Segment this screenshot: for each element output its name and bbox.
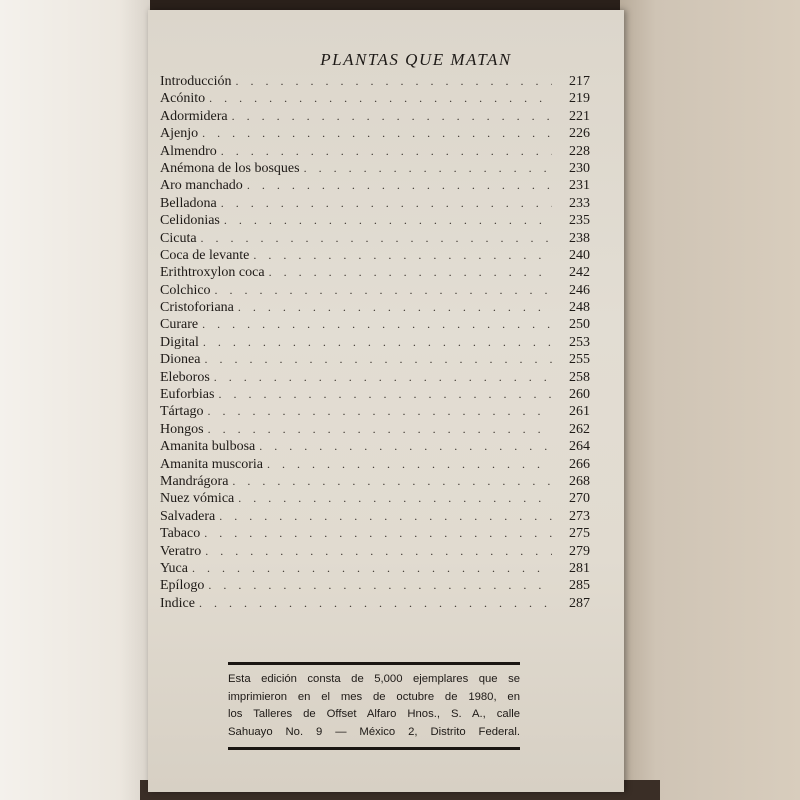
colophon-line: Esta edición consta de 5,000 ejemplares que se <box>228 673 520 685</box>
toc-entry-page: 217 <box>569 74 590 89</box>
toc-entry-page: 228 <box>569 143 590 159</box>
dot-leader <box>238 299 552 316</box>
table-of-contents <box>160 73 590 612</box>
colophon <box>228 662 520 750</box>
toc-entry-page: 231 <box>569 178 590 194</box>
toc-entry-page: 250 <box>569 317 590 333</box>
toc-entry-title: Cicuta <box>160 230 197 246</box>
toc-entry-page: 266 <box>569 456 590 472</box>
dot-leader <box>218 386 552 403</box>
toc-entry-title: Curare <box>160 317 199 333</box>
toc-entry-title: Acónito <box>160 91 206 107</box>
toc-entry-title: Cristoforiana <box>160 300 234 316</box>
dot-leader <box>219 508 552 525</box>
dot-leader <box>224 212 552 229</box>
toc-entry-title: Dionea <box>160 352 201 368</box>
toc-entry-page: 270 <box>569 491 590 507</box>
toc-entry-title: Aro manchado <box>160 178 243 194</box>
dot-leader <box>214 369 552 386</box>
toc-entry <box>160 595 590 612</box>
colophon-line: Sahuayo No. 9 — México 2, Distrito Federal. <box>228 725 520 738</box>
toc-entry <box>160 560 590 577</box>
dot-leader <box>253 247 552 264</box>
toc-entry <box>160 177 590 194</box>
toc-entry-title: Hongos <box>160 421 204 437</box>
toc-entry-title: Colchico <box>160 282 211 298</box>
toc-entry-title: Eleboros <box>160 369 210 385</box>
toc-entry-title: Coca de levante <box>160 247 250 263</box>
toc-entry-title: Euforbias <box>160 387 215 403</box>
toc-entry-title: Salvadera <box>160 508 216 524</box>
dot-leader <box>204 525 552 542</box>
toc-entry-page: 238 <box>569 230 590 246</box>
toc-entry-page: 279 <box>569 543 590 559</box>
toc-entry-page: 285 <box>569 578 590 594</box>
toc-entry <box>160 299 590 316</box>
toc-entry <box>160 438 590 455</box>
dot-leader <box>208 577 552 594</box>
toc-entry <box>160 212 590 229</box>
toc-entry-page: 253 <box>569 334 590 350</box>
page-title: PLANTAS QUE MATAN <box>320 50 512 69</box>
dot-leader <box>221 143 552 160</box>
toc-entry-title: Celidonias <box>160 213 220 229</box>
toc-entry-page: 258 <box>569 369 590 385</box>
toc-entry-title: Erithtroxylon coca <box>160 265 265 281</box>
toc-entry-page: 260 <box>569 387 590 403</box>
toc-entry-page: 261 <box>569 404 590 420</box>
toc-entry <box>160 230 590 247</box>
toc-entry-page: 219 <box>569 91 590 107</box>
toc-entry <box>160 125 590 142</box>
background-right <box>620 0 800 800</box>
toc-entry-page: 235 <box>569 213 590 229</box>
dot-leader <box>232 473 552 490</box>
toc-entry-page: 242 <box>569 265 590 281</box>
toc-entry <box>160 456 590 473</box>
toc-entry-page: 240 <box>569 247 590 263</box>
dot-leader <box>192 560 552 577</box>
dot-leader <box>208 403 552 420</box>
toc-entry <box>160 264 590 281</box>
toc-entry <box>160 160 590 177</box>
toc-entry <box>160 282 590 299</box>
dot-leader <box>202 316 552 333</box>
toc-entry <box>160 490 590 507</box>
toc-entry <box>160 543 590 560</box>
toc-entry-page: 273 <box>569 508 590 524</box>
dot-leader <box>221 195 552 212</box>
toc-entry <box>160 316 590 333</box>
toc-entry <box>160 108 590 125</box>
dot-leader <box>232 108 552 125</box>
colophon-line: imprimieron en el mes de octubre de 1980, en <box>228 690 520 703</box>
dot-leader <box>208 421 552 438</box>
toc-entry <box>160 473 590 490</box>
toc-entry-title: Amanita muscoria <box>160 456 264 472</box>
dot-leader <box>236 73 552 90</box>
dot-leader <box>205 543 552 560</box>
toc-entry-title: Tártago <box>160 404 204 420</box>
dot-leader <box>259 438 552 455</box>
toc-entry-page: 264 <box>569 439 590 455</box>
toc-entry-page: 275 <box>569 526 590 542</box>
toc-entry <box>160 577 590 594</box>
toc-entry-title: Almendro <box>160 143 217 159</box>
toc-entry-page: 287 <box>569 595 590 611</box>
toc-entry-page: 268 <box>569 473 590 489</box>
background-left <box>0 0 150 800</box>
dot-leader <box>267 456 552 473</box>
toc-entry-page: 226 <box>569 126 590 142</box>
toc-entry-title: Anémona de los bosques <box>160 160 300 176</box>
dot-leader <box>203 334 552 351</box>
toc-entry-title: Nuez vómica <box>160 491 235 507</box>
toc-entry-page: 230 <box>569 160 590 176</box>
toc-entry-page: 221 <box>569 108 590 124</box>
toc-entry-title: Veratro <box>160 543 202 559</box>
toc-entry-title: Yuca <box>160 560 188 576</box>
colophon-line: los Talleres de Offset Alfaro Hnos., S. A., calle <box>228 708 520 720</box>
toc-entry <box>160 73 590 90</box>
toc-entry <box>160 90 590 107</box>
toc-entry <box>160 421 590 438</box>
toc-entry-page: 233 <box>569 195 590 211</box>
toc-entry-title: Mandrágora <box>160 473 229 489</box>
toc-entry-title: Tabaco <box>160 526 201 542</box>
toc-entry-title: Indice <box>160 595 195 611</box>
toc-entry <box>160 508 590 525</box>
dot-leader <box>269 264 552 281</box>
dot-leader <box>201 230 552 247</box>
toc-entry <box>160 403 590 420</box>
toc-entry-page: 248 <box>569 300 590 316</box>
toc-entry <box>160 195 590 212</box>
toc-entry-title: Belladona <box>160 195 217 211</box>
toc-entry-title: Ajenjo <box>160 126 199 142</box>
toc-entry-page: 255 <box>569 352 590 368</box>
dot-leader <box>199 595 552 612</box>
toc-entry-title: Amanita bulbosa <box>160 439 256 455</box>
toc-entry-title: Adormidera <box>160 108 228 124</box>
toc-entry <box>160 386 590 403</box>
dot-leader <box>304 160 552 177</box>
dot-leader <box>215 282 552 299</box>
toc-entry <box>160 334 590 351</box>
toc-entry <box>160 143 590 160</box>
toc-entry <box>160 525 590 542</box>
toc-entry-title: Digital <box>160 334 199 350</box>
toc-entry-title: Epílogo <box>160 578 205 594</box>
book-page <box>148 10 624 792</box>
dot-leader <box>247 177 552 194</box>
toc-entry-title: Introducción <box>160 74 232 89</box>
toc-entry <box>160 247 590 264</box>
dot-leader <box>238 490 552 507</box>
toc-entry-page: 246 <box>569 282 590 298</box>
toc-entry <box>160 351 590 368</box>
toc-entry-page: 281 <box>569 560 590 576</box>
dot-leader <box>202 125 552 142</box>
toc-entry <box>160 369 590 386</box>
dot-leader <box>204 351 552 368</box>
toc-entry-page: 262 <box>569 421 590 437</box>
dot-leader <box>209 90 552 107</box>
